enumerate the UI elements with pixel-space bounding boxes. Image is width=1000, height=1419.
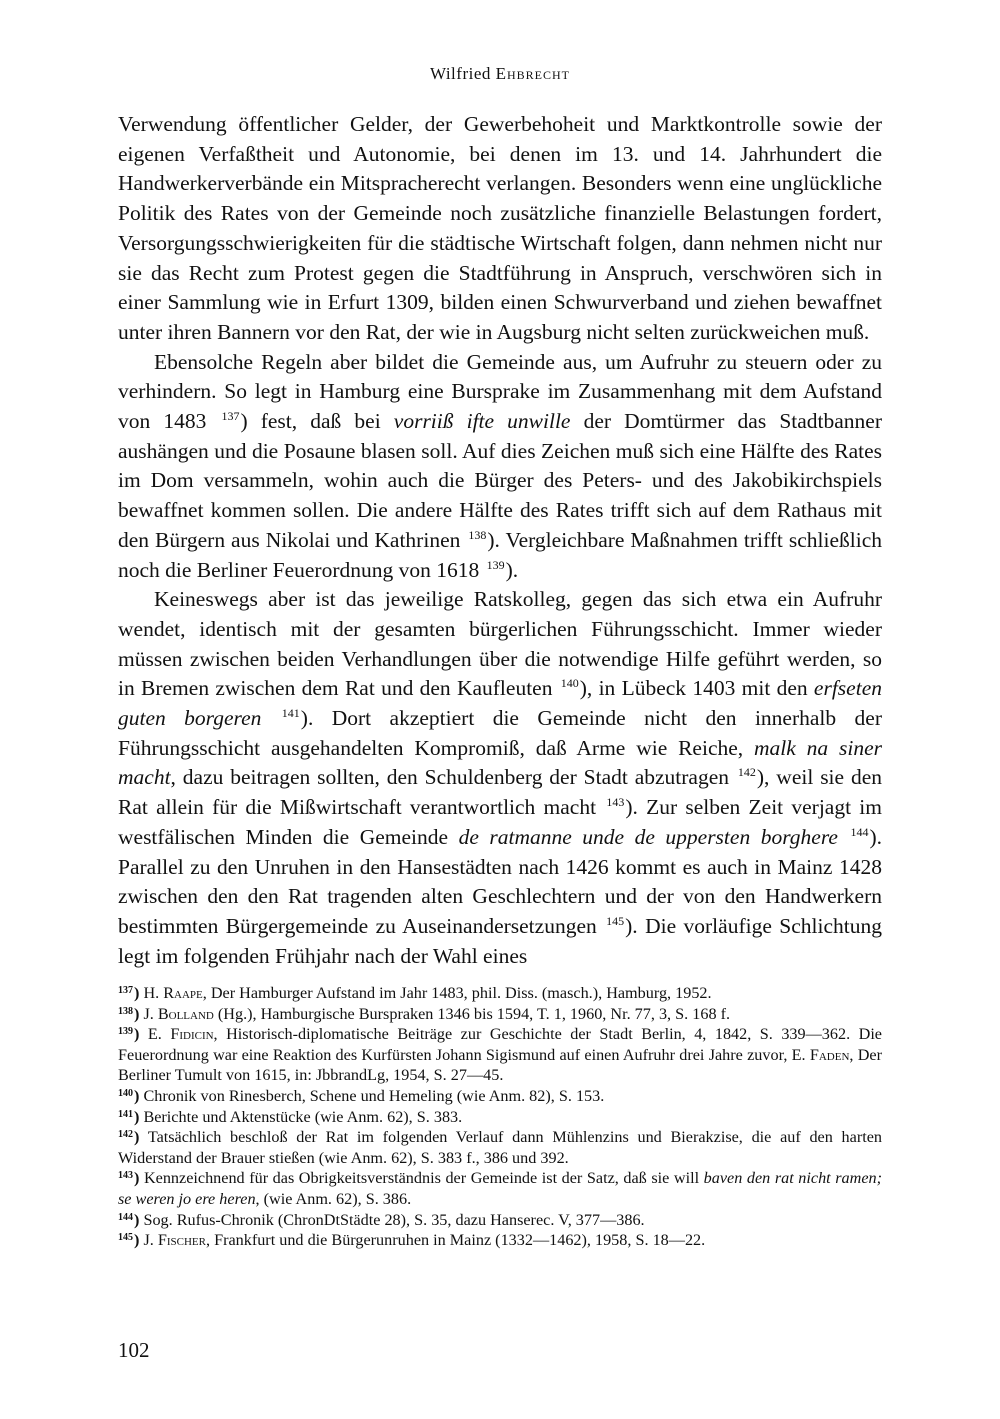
footnote [118,1086,882,1107]
footnote-number: 139 [118,1026,133,1038]
footnote-number: 142 [118,1129,133,1141]
author-name: Raape [163,984,203,1002]
footnote-number: 141 [118,1108,133,1120]
text-run: Ebensolche Regeln aber bildet die Gemeinde aus, um Aufruhr zu steuern oder zu verhindern. So legt in Hamburg eine Bursprake im Zusammenhang mit dem Aufstand von 1483 [118,349,882,434]
footnote-number-paren: ) [134,1107,140,1126]
footnote-ref: 143 [606,795,625,810]
paragraph-3 [118,585,882,971]
body-text [118,110,882,971]
footnote-number-paren: ) [134,1169,140,1188]
text-run: E. [139,1025,171,1044]
footnote-number: 144 [118,1211,133,1223]
footnote [118,983,882,1004]
text-run: , dazu beitragen sollten, den Schuldenberg der Stadt abzutragen [170,765,736,790]
text-run: der Domtürmer das Stadtbanner aushängen und die Posaune blasen soll. Auf dies Zeichen muß sich eine Hälfte des Rates im Dom versammeln, wohin auch die Bürger des Peters- und des Jakobikirchspiels bewaffnet kommen sollen. Die andere Hälfte des Rates trifft sich auf dem Rathaus mit den Bürgern aus Nikolai und Kathrinen [118,409,883,552]
page-number: 102 [118,1338,150,1362]
text-run: Chronik von Rinesberch, Schene und Hemeling (wie Anm. 82), S. 153. [139,1086,605,1105]
footnote-ref: 141 [281,706,300,721]
footnote-ref: 142 [737,765,756,780]
footnote-number: 143 [118,1170,133,1182]
italic-quote: malk na siner macht [118,735,883,790]
text-run: ). Parallel zu den Unruhen in den Hansestädten nach 1426 kommt es auch in Mainz 1428 zwischen den den Rat tragenden alten Geschlechtern und der von den Handwerkern bestimmten Bürgergemeinde zu Auseinandersetzungen [118,824,882,938]
footnote [118,1107,882,1128]
text-run: Tatsächlich beschloß der Rat im folgenden Verlauf dann Mühlenzins und Bierakzise, die auf den harten Widerstand der Brauer stießen (wie Anm. 62), S. 383 f., 386 und 392. [118,1128,882,1167]
text-run: , Frankfurt und die Bürgerunruhen in Mainz (1332—1462), 1958, S. 18—22. [205,1231,706,1250]
footnote-number-paren: ) [134,984,140,1002]
text-run [261,706,279,730]
text-run: ), in Lübeck 1403 mit den [579,676,814,701]
text-run: ). Vergleichbare Maßnahmen trifft schließlich noch die Berliner Feuerordnung von 1618 [118,527,882,582]
footnote-ref: 144 [850,824,869,839]
text-run: H. [139,984,164,1002]
text-run: Keineswegs aber ist das jeweilige Ratskolleg, gegen das sich etwa ein Aufruhr wendet, identisch mit der gesamten bürgerlichen Führungsschicht. Immer wieder müssen zwischen beiden Verhandlungen über die notwendige Hilfe geführt werden, so in Bremen zwischen dem Rat und den Kaufleuten [118,587,882,701]
footnote-number-paren: ) [134,1128,140,1147]
text-run: ). Die vorläufige Schlichtung legt im folgenden Frühjahr nach der Wahl eines [118,913,882,968]
text-run: J. [139,1004,158,1023]
text-run: , (wie Anm. 62), S. 386. [255,1189,412,1208]
footnote-number-paren: ) [134,1086,140,1105]
paragraph-1 [118,110,882,348]
text-run: Verwendung öffentlicher Gelder, der Gewerbehoheit und Marktkontrolle sowie der eigenen Verfaßtheit und Autonomie, bei denen im 13. und 14. Jahrhundert die Handwerkerverbände ein Mitspracherecht verlangen. Besonders wenn eine unglückliche Politik des Rates von der Gemeinde noch zusätzliche finanzielle Belastungen fordert, Versorgungsschwierigkeiten für die städtische Wirtschaft folgen, dann nehmen nicht nur sie das Recht zum Protest gegen die Stadtführung in Anspruch, verschwören sich in einer Sammlung wie in Erfurt 1309, bilden einen Schwurverband und ziehen bewaffnet unter ihren Bannern vor den Rat, der wie in Augsburg nicht selten zurückweichen muß. [118,112,882,344]
author-name: Bolland [157,1004,214,1023]
footnote-ref: 140 [560,676,579,691]
author-name: Faden [809,1045,850,1064]
footnote-number-paren: ) [134,1231,140,1250]
text-run: ). Dort akzeptiert die Gemeinde nicht den innerhalb der Führungsschicht ausgehandelten Kompromiß, daß Arme wie Reiche, [118,706,882,760]
footnote [118,1024,882,1086]
text-run [838,825,849,849]
italic-quote: baven den rat nicht ramen; se weren jo ere heren [118,1169,882,1208]
italic-quote: de ratmanne unde de uppersten borghere [458,824,838,849]
paragraph-2 [118,348,882,586]
text-run: , Der Hamburger Aufstand im Jahr 1483, phil. Diss. (masch.), Hamburg, 1952. [202,984,712,1002]
footnote-ref: 138 [468,527,487,542]
text-run: Berichte und Aktenstücke (wie Anm. 62), S. 383. [139,1107,463,1126]
italic-quote: vorriiß ifte unwille [393,409,571,434]
footnote-ref: 137 [221,409,240,424]
author-name: Fischer [157,1231,206,1250]
footnote [118,1168,882,1209]
footnote [118,1127,882,1168]
author-name: Fidicin [170,1025,214,1044]
text-run: ), weil sie den Rat allein für die Mißwirtschaft verantwortlich macht [118,765,882,820]
text-run: Kennzeichnend für das Obrigkeitsverständnis der Gemeinde ist der Satz, daß sie will [139,1169,704,1188]
running-head [0,64,1000,84]
text-run: , Historisch-diplomatische Beiträge zur Geschichte der Stadt Berlin, 4, 1842, S. 339—362. Die Feuerordnung war eine Reaktion des Kurfürsten Johann Sigismund auf einen Aufruhr drei Jahre zuvor, E. [118,1025,882,1064]
text-run: J. [139,1231,158,1250]
footnote-number: 140 [118,1087,133,1099]
footnote-ref: 139 [486,557,505,572]
footnote-number-paren: ) [134,1210,140,1229]
footnote [118,1210,882,1231]
text-run: , Der Berliner Tumult von 1615, in: JbbrandLg, 1954, S. 27—45. [118,1045,882,1085]
footnote-number: 138 [118,1005,133,1017]
text-run: Sog. Rufus-Chronik (ChronDtStädte 28), S. 35, dazu Hanserec. V, 377—386. [139,1210,645,1229]
italic-quote: erfseten guten borgeren [118,676,882,731]
footnote [118,1004,882,1025]
footnote-number: 137 [118,985,133,996]
text-run: (Hg.), Hamburgische Burspraken 1346 bis 1594, T. 1, 1960, Nr. 77, 3, S. 168 f. [213,1004,731,1023]
footnote [118,1230,882,1251]
text-run: ). [505,557,519,582]
footnotes [118,983,882,1251]
footnote-number-paren: ) [134,1004,140,1023]
text-run: ) fest, daß bei [240,409,394,434]
footnote-number-paren: ) [134,1025,140,1044]
author-first-name: Wilfried [429,64,491,83]
author-last-name: Ehbrecht [495,64,571,83]
footnote-number: 145 [118,1232,133,1244]
text-run: ). Zur selben Zeit verjagt im westfälischen Minden die Gemeinde [118,795,883,849]
footnote-ref: 145 [606,913,625,928]
